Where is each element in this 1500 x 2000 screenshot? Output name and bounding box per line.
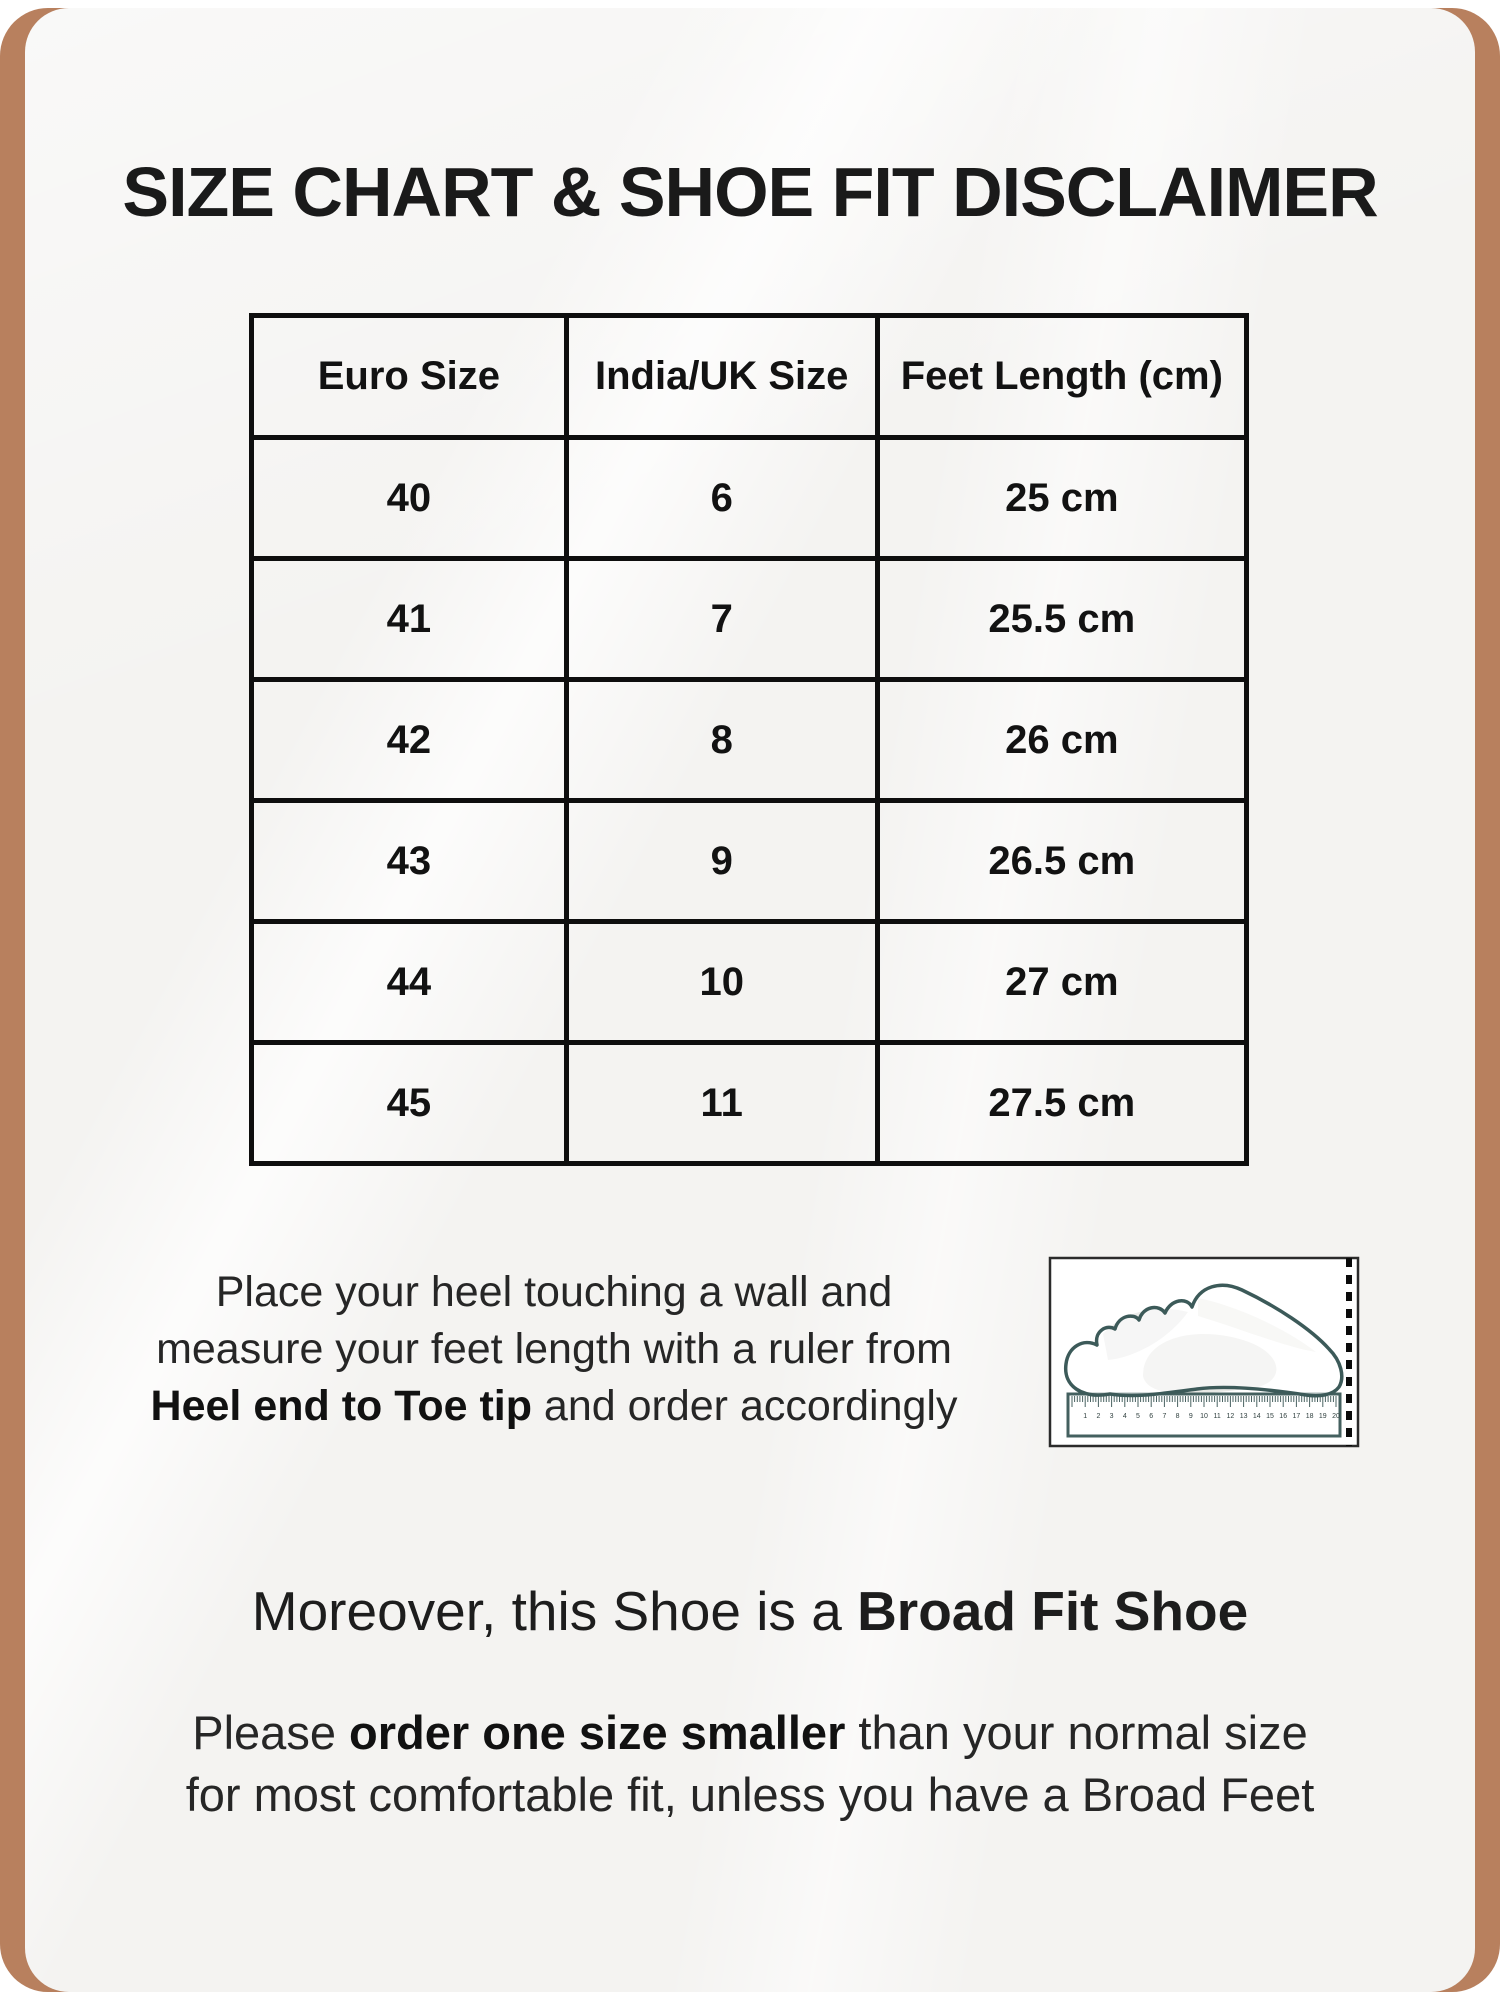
table-header-cell: India/UK Size bbox=[566, 316, 877, 438]
svg-text:17: 17 bbox=[1292, 1413, 1301, 1420]
svg-text:5: 5 bbox=[1136, 1413, 1140, 1420]
fit-note-prefix: Moreover, this Shoe is a bbox=[251, 1580, 858, 1642]
svg-text:12: 12 bbox=[1226, 1413, 1235, 1420]
table-cell: 26 cm bbox=[877, 680, 1246, 801]
table-header-cell: Euro Size bbox=[252, 316, 567, 438]
fit-note-bold: Broad Fit Shoe bbox=[857, 1580, 1249, 1642]
instruction-line3-rest: and order accordingly bbox=[531, 1382, 958, 1430]
svg-text:4: 4 bbox=[1122, 1413, 1127, 1420]
table-cell: 6 bbox=[566, 438, 877, 559]
svg-text:6: 6 bbox=[1149, 1413, 1154, 1420]
instruction-line3-bold: Heel end to Toe tip bbox=[150, 1382, 532, 1430]
table-cell: 41 bbox=[252, 559, 567, 680]
table-row bbox=[252, 559, 1247, 680]
svg-text:20: 20 bbox=[1332, 1413, 1340, 1420]
svg-text:14: 14 bbox=[1252, 1413, 1261, 1420]
size-chart-table bbox=[249, 313, 1249, 1166]
page-title: SIZE CHART & SHOE FIT DISCLAIMER bbox=[122, 153, 1378, 231]
table-cell: 10 bbox=[566, 922, 877, 1043]
svg-text:3: 3 bbox=[1109, 1413, 1114, 1420]
instruction-line2: measure your feet length with a ruler from bbox=[156, 1325, 952, 1373]
table-cell: 25.5 cm bbox=[877, 559, 1246, 680]
size-chart-table-container bbox=[249, 313, 1249, 1166]
instruction-line1: Place your heel touching a wall and bbox=[215, 1268, 893, 1316]
table-cell: 8 bbox=[566, 680, 877, 801]
table-cell: 26.5 cm bbox=[877, 801, 1246, 922]
order-note-rest: than your normal size bbox=[845, 1706, 1308, 1759]
content-card bbox=[25, 8, 1475, 1992]
table-header-row bbox=[252, 316, 1247, 438]
table-cell: 7 bbox=[566, 559, 877, 680]
order-note-prefix: Please bbox=[192, 1706, 350, 1759]
table-cell: 11 bbox=[566, 1043, 877, 1164]
table-cell: 40 bbox=[252, 438, 567, 559]
svg-text:2: 2 bbox=[1096, 1413, 1101, 1420]
table-header-cell: Feet Length (cm) bbox=[877, 316, 1246, 438]
svg-text:16: 16 bbox=[1279, 1413, 1288, 1420]
table-row bbox=[252, 438, 1247, 559]
broad-fit-note bbox=[25, 1578, 1475, 1644]
table-cell: 42 bbox=[252, 680, 567, 801]
svg-text:19: 19 bbox=[1318, 1413, 1327, 1420]
svg-text:11: 11 bbox=[1213, 1413, 1221, 1420]
table-cell: 27.5 cm bbox=[877, 1043, 1246, 1164]
table-row bbox=[252, 680, 1247, 801]
order-size-note bbox=[25, 1702, 1475, 1826]
table-cell: 45 bbox=[252, 1043, 567, 1164]
svg-text:8: 8 bbox=[1175, 1413, 1180, 1420]
svg-text:18: 18 bbox=[1305, 1413, 1314, 1420]
table-cell: 25 cm bbox=[877, 438, 1246, 559]
table-row bbox=[252, 801, 1247, 922]
table-cell: 27 cm bbox=[877, 922, 1246, 1043]
table-cell: 43 bbox=[252, 801, 567, 922]
foot-on-ruler-measure-icon bbox=[1048, 1256, 1370, 1448]
table-cell: 9 bbox=[566, 801, 877, 922]
svg-text:10: 10 bbox=[1200, 1413, 1208, 1420]
measuring-instruction-text bbox=[104, 1264, 1004, 1435]
table-cell: 44 bbox=[252, 922, 567, 1043]
table-row bbox=[252, 922, 1247, 1043]
ruler-ticks bbox=[1072, 1396, 1336, 1407]
svg-text:13: 13 bbox=[1239, 1413, 1248, 1420]
order-note-line2: for most comfortable fit, unless you have a Broad Feet bbox=[185, 1768, 1315, 1821]
svg-text:9: 9 bbox=[1188, 1413, 1193, 1420]
order-note-bold: order one size smaller bbox=[349, 1706, 846, 1759]
table-row bbox=[252, 1043, 1247, 1164]
svg-text:7: 7 bbox=[1162, 1413, 1167, 1420]
svg-text:1: 1 bbox=[1083, 1413, 1088, 1420]
svg-text:15: 15 bbox=[1266, 1413, 1274, 1420]
